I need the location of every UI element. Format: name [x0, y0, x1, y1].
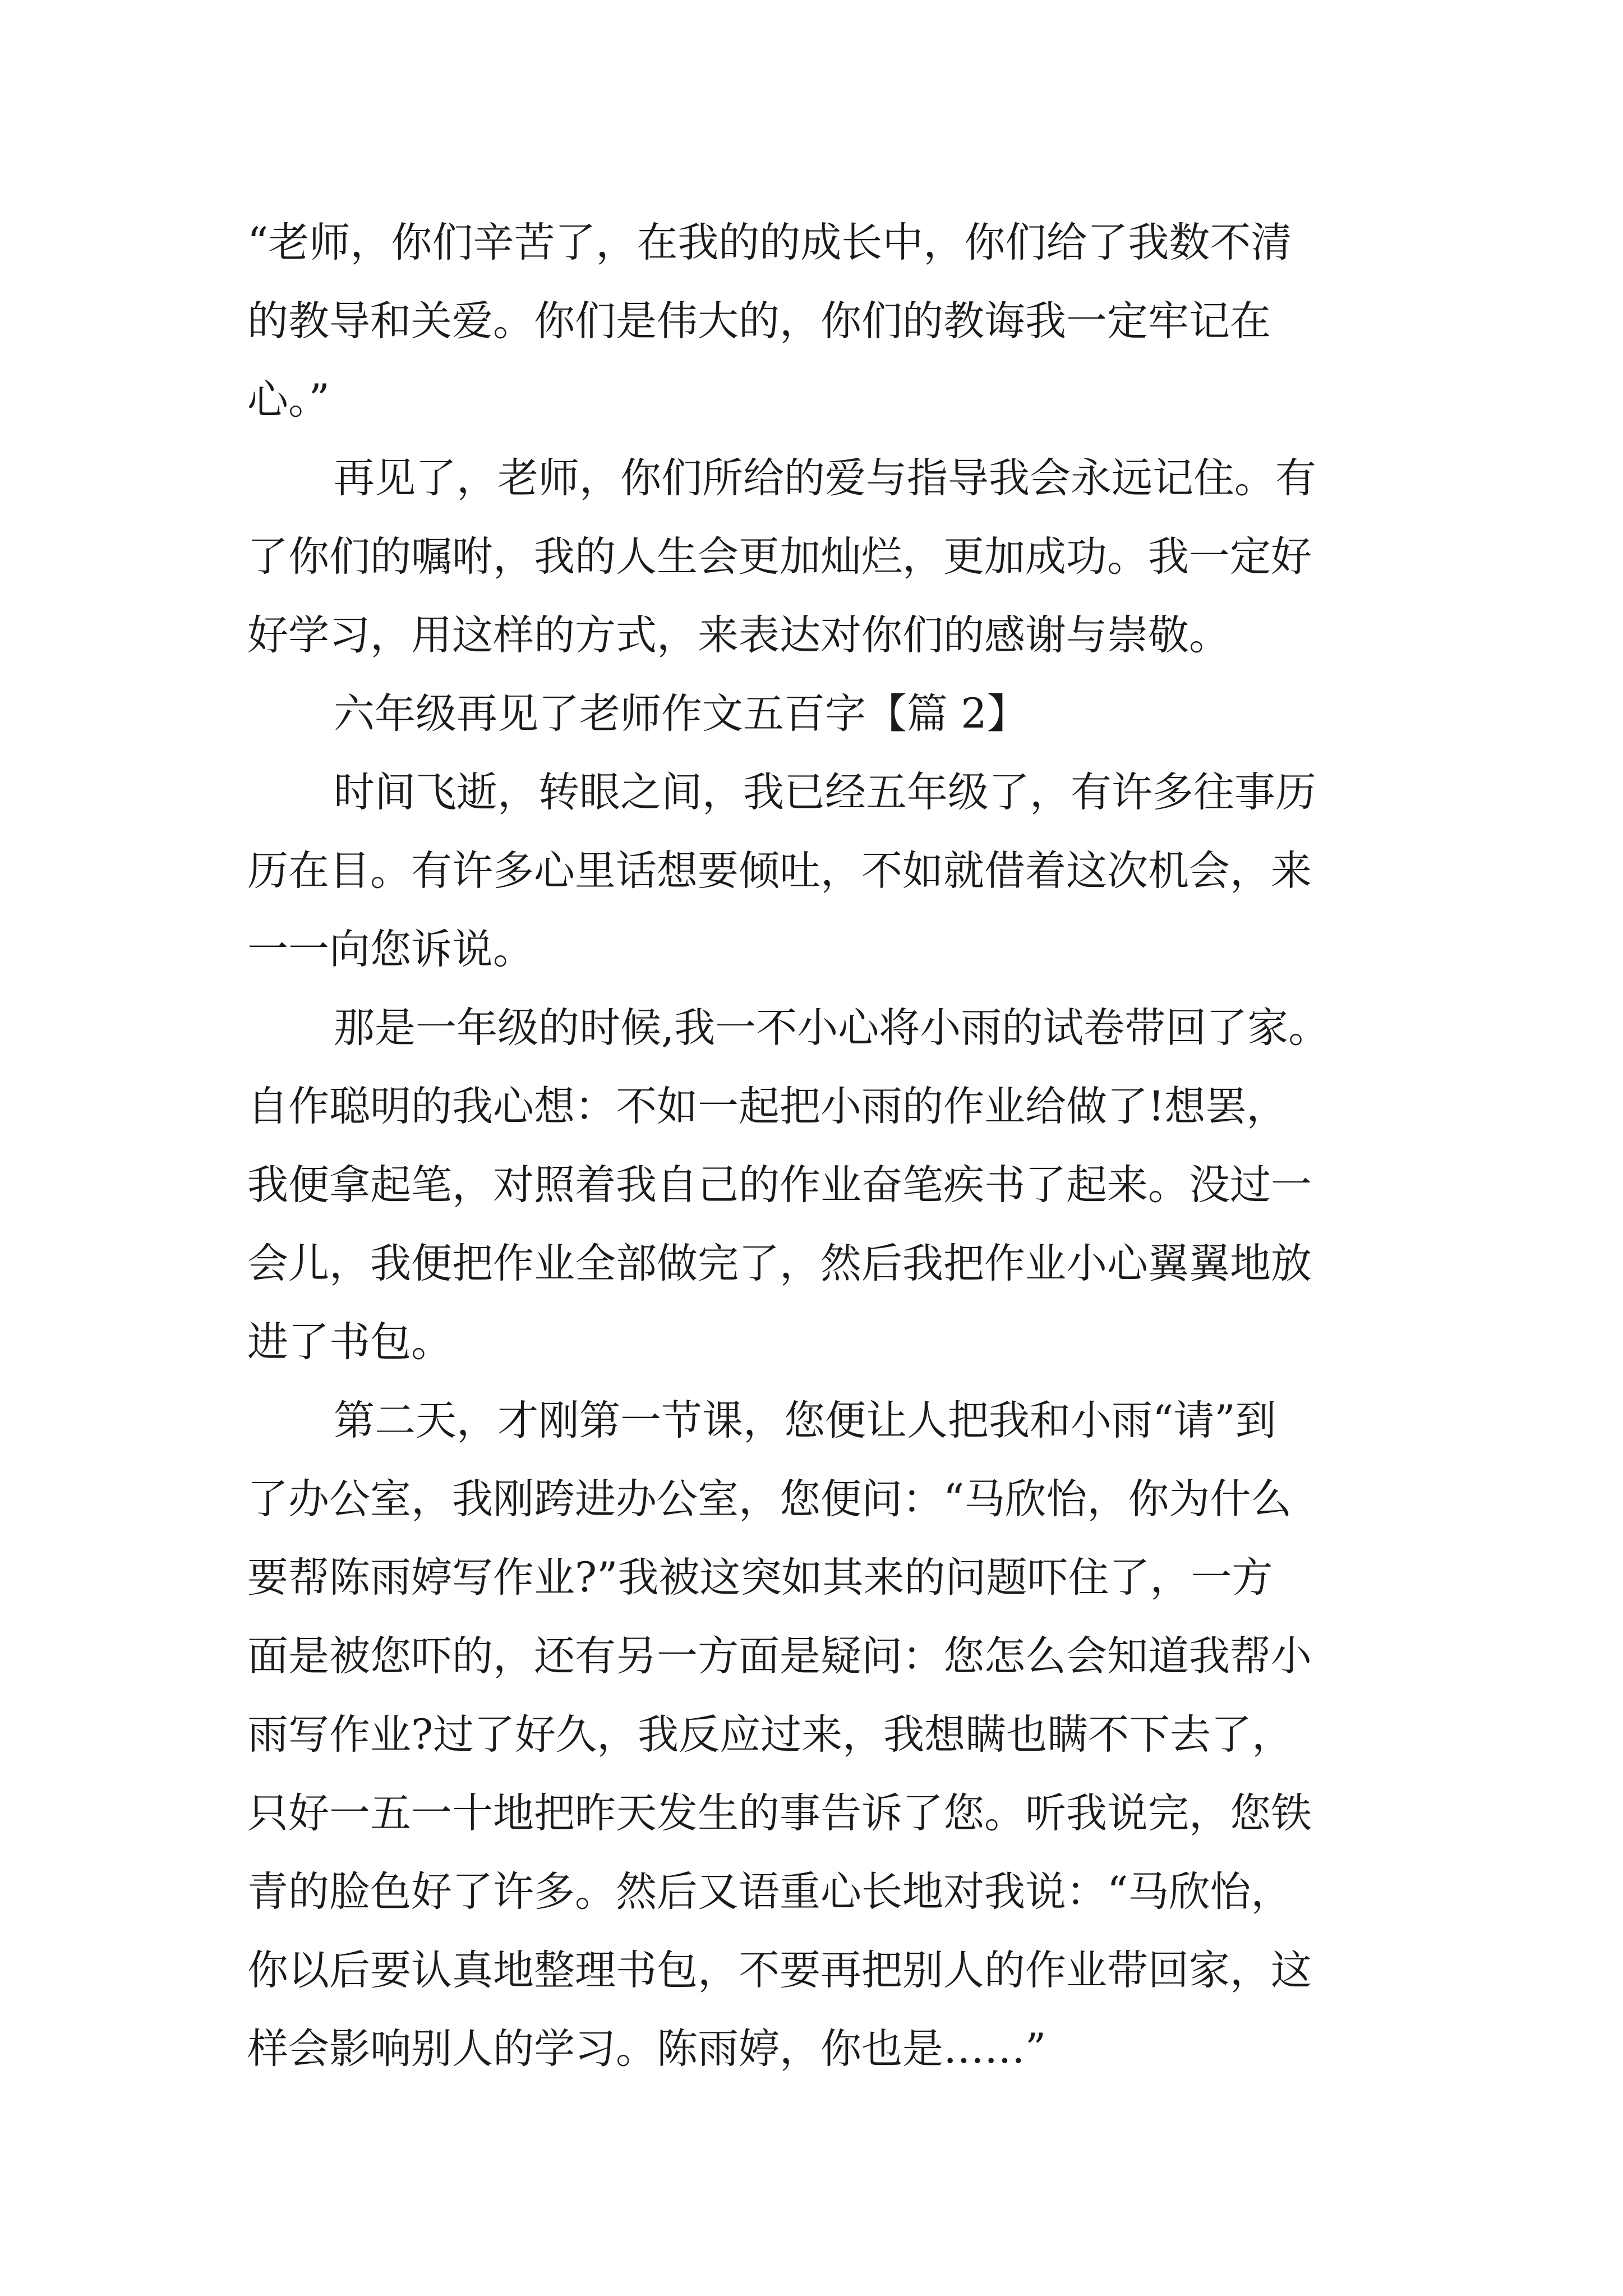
paragraph-line: 面是被您吓的，还有另一方面是疑问：您怎么会知道我帮小 — [247, 1632, 1312, 1680]
paragraph-line: 时间飞逝，转眼之间，我已经五年级了，有许多往事历 — [334, 769, 1316, 816]
paragraph-line: 我便拿起笔，对照着我自己的作业奋笔疾书了起来。没过一 — [247, 1161, 1312, 1209]
paragraph-line: 青的脸色好了许多。然后又语重心长地对我说：“马欣怡， — [247, 1868, 1292, 1916]
paragraph-line: 了你们的嘱咐，我的人生会更加灿烂，更加成功。我一定好 — [247, 533, 1312, 581]
paragraph-line: “老师，你们辛苦了，在我的的成长中，你们给了我数不清 — [247, 219, 1292, 266]
paragraph-line: 雨写作业?过了好久，我反应过来，我想瞒也瞒不下去了， — [247, 1711, 1293, 1759]
paragraph-line: 第二天，才刚第一节课，您便让人把我和小雨“请”到 — [334, 1397, 1276, 1444]
paragraph-line: 心。” — [247, 376, 330, 424]
paragraph-line: 的教导和关爱。你们是伟大的，你们的教诲我一定牢记在 — [247, 297, 1271, 345]
paragraph-line: 你以后要认真地整理书包，不要再把别人的作业带回家，这 — [247, 1947, 1312, 1994]
paragraph-line: 那是一年级的时候,我一不小心将小雨的试卷带回了家。 — [334, 1004, 1330, 1052]
paragraph-line: 只好一五一十地把昨天发生的事告诉了您。听我说完，您铁 — [247, 1789, 1312, 1837]
paragraph-line: 历在目。有许多心里话想要倾吐，不如就借着这次机会，来 — [247, 847, 1312, 895]
section-heading: 六年级再见了老师作文五百字【篇 2】 — [334, 690, 1028, 738]
paragraph-line: 会儿，我便把作业全部做完了，然后我把作业小心翼翼地放 — [247, 1240, 1312, 1287]
paragraph-line: 再见了，老师，你们所给的爱与指导我会永远记住。有 — [334, 454, 1316, 502]
paragraph-line: 了办公室，我刚跨进办公室，您便问：“马欣怡，你为什么 — [247, 1475, 1292, 1523]
paragraph-line: 一一向您诉说。 — [247, 926, 534, 973]
paragraph-line: 样会影响别人的学习。陈雨婷，你也是……” — [247, 2025, 1046, 2073]
paragraph-line: 好学习，用这样的方式，来表达对你们的感谢与崇敬。 — [247, 611, 1230, 659]
paragraph-line: 自作聪明的我心想：不如一起把小雨的作业给做了!想罢， — [247, 1083, 1288, 1130]
paragraph-line: 要帮陈雨婷写作业?”我被这突如其来的问题吓住了，一方 — [247, 1554, 1273, 1602]
paragraph-line: 进了书包。 — [247, 1318, 452, 1366]
